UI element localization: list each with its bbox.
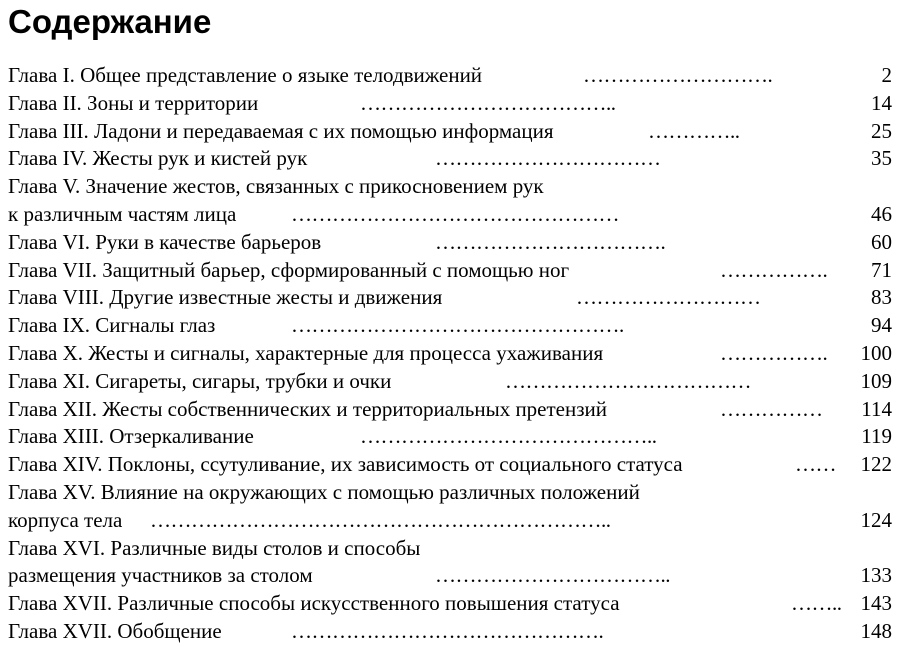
dot-leader: …………….: [720, 340, 828, 365]
page-number: 122: [860, 452, 892, 477]
chapter-title: Глава XVII. Обобщение: [8, 618, 222, 643]
dot-leader: ………………………………………….: [291, 313, 624, 338]
toc-line: [8, 173, 892, 201]
chapter-title: Глава XVII. Различные способы искусственного повышения статуса: [8, 591, 620, 616]
page-number: 46: [871, 201, 892, 226]
chapter-title: Глава VI. Руки в качестве барьеров: [8, 229, 322, 254]
chapter-title: размещения участников за столом: [8, 563, 313, 588]
chapter-title: Глава X. Жесты и сигналы, характерные для процесса ухаживания: [8, 340, 604, 365]
page-number: 94: [871, 313, 892, 338]
toc-entry[interactable]: [8, 535, 892, 591]
dot-leader: …………………………………………: [291, 201, 619, 226]
page-number: 60: [871, 229, 892, 254]
toc-line: [8, 451, 892, 479]
table-of-contents: [8, 62, 892, 646]
chapter-title: Глава XIII. Отзеркаливание: [8, 424, 254, 449]
dot-leader: …………………………….: [435, 229, 666, 254]
toc-entry[interactable]: [8, 90, 892, 118]
page-number: 109: [860, 368, 892, 393]
dot-leader: ……………………………………….: [291, 618, 604, 643]
chapter-title: Глава VIII. Другие известные жесты и движения: [8, 285, 443, 310]
toc-entry[interactable]: [8, 229, 892, 257]
page-number: 114: [861, 396, 892, 421]
chapter-title: Глава XVI. Различные виды столов и способы: [8, 535, 421, 560]
page-number: 119: [861, 424, 892, 449]
dot-leader: …………..: [648, 118, 740, 143]
toc-entry[interactable]: [8, 479, 892, 535]
page-number: 71: [871, 257, 892, 282]
toc-entry[interactable]: [8, 62, 892, 90]
toc-entry[interactable]: [8, 396, 892, 424]
chapter-title: Глава XIV. Поклоны, ссутуливание, их зависимость от социального статуса: [8, 452, 683, 477]
chapter-title: Глава V. Значение жестов, связанных с прикосновением рук: [8, 174, 544, 199]
toc-line: [8, 368, 892, 396]
toc-line: [8, 229, 892, 257]
page-number: 100: [860, 340, 892, 365]
chapter-title: Глава XV. Влияние на окружающих с помощью различных положений: [8, 479, 640, 504]
chapter-title: Глава II. Зоны и территории: [8, 90, 259, 115]
toc-entry[interactable]: [8, 257, 892, 285]
dot-leader: …………….: [720, 257, 828, 282]
page-number: 14: [871, 90, 892, 115]
toc-entry[interactable]: [8, 340, 892, 368]
toc-entry[interactable]: [8, 590, 892, 618]
page-number: 143: [860, 591, 892, 616]
toc-line: [8, 90, 892, 118]
dot-leader: ……: [795, 452, 836, 477]
dot-leader: ……………: [720, 396, 823, 421]
dot-leader: ……..: [791, 591, 842, 616]
page-number: 35: [871, 146, 892, 171]
dot-leader: …………………………………………………………..: [150, 507, 611, 532]
toc-line: [8, 396, 892, 424]
toc-line: [8, 590, 892, 618]
toc-entry[interactable]: [8, 368, 892, 396]
toc-entry[interactable]: [8, 173, 892, 229]
toc-entry[interactable]: [8, 618, 892, 646]
toc-line: [8, 618, 892, 646]
toc-entry[interactable]: [8, 423, 892, 451]
page-number: 124: [860, 507, 892, 532]
toc-line: [8, 62, 892, 90]
toc-line: [8, 312, 892, 340]
chapter-title: Глава I. Общее представление о языке телодвижений: [8, 63, 483, 87]
toc-line: [8, 145, 892, 173]
toc-line: [8, 201, 892, 229]
toc-line: [8, 257, 892, 285]
toc-line: [8, 423, 892, 451]
toc-line: [8, 479, 892, 507]
toc-entry[interactable]: [8, 118, 892, 146]
dot-leader: ………………………………..: [360, 90, 616, 115]
chapter-title: Глава III. Ладони и передаваемая с их помощью информация: [8, 118, 554, 143]
page-number: 133: [860, 563, 892, 588]
toc-line: [8, 118, 892, 146]
page-number: 148: [860, 618, 892, 643]
dot-leader: ………………………………: [505, 368, 751, 393]
toc-entry[interactable]: [8, 451, 892, 479]
page-number: 25: [871, 118, 892, 143]
toc-line: [8, 507, 892, 535]
dot-leader: ………………………: [576, 285, 761, 310]
dot-leader: ……………………….: [583, 63, 773, 87]
chapter-title: Глава VII. Защитный барьер, сформированный с помощью ног: [8, 257, 570, 282]
toc-entry[interactable]: [8, 145, 892, 173]
dot-leader: ……………………………..: [435, 563, 670, 588]
page-number: 2: [881, 63, 892, 87]
chapter-title: Глава XI. Сигареты, сигары, трубки и очки: [8, 368, 392, 393]
dot-leader: ……………………………………..: [360, 424, 657, 449]
chapter-title: корпуса тела: [8, 507, 123, 532]
toc-line: [8, 340, 892, 368]
chapter-title: к различным частям лица: [8, 201, 237, 226]
dot-leader: ……………………………: [435, 146, 661, 171]
toc-line: [8, 284, 892, 312]
toc-entry[interactable]: [8, 312, 892, 340]
toc-entry[interactable]: [8, 284, 892, 312]
chapter-title: Глава IV. Жесты рук и кистей рук: [8, 146, 308, 171]
page-title: Содержание: [8, 3, 212, 40]
toc-line: [8, 535, 892, 563]
toc-line: [8, 562, 892, 590]
page-number: 83: [871, 285, 892, 310]
chapter-title: Глава XII. Жесты собственнических и территориальных претензий: [8, 396, 608, 421]
chapter-title: Глава IX. Сигналы глаз: [8, 313, 216, 338]
